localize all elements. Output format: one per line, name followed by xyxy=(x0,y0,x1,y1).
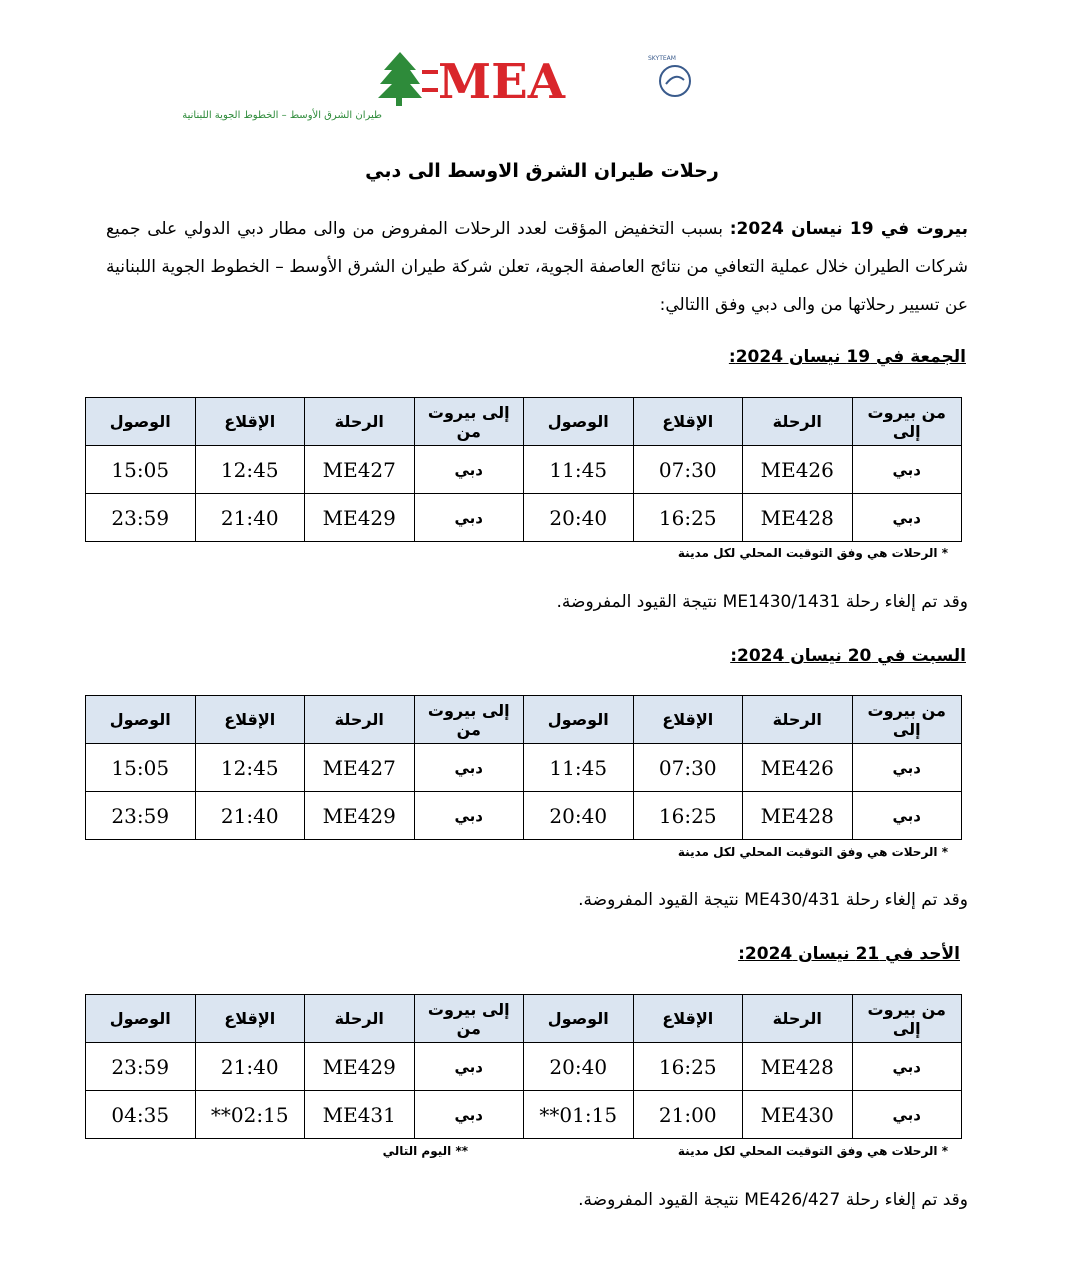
mea-logo xyxy=(182,48,698,123)
page-title: رحلات طيران الشرق الاوسط الى دبي xyxy=(365,160,719,182)
table-cell: ME426 xyxy=(743,446,853,494)
table-cell: ME429 xyxy=(305,1043,415,1091)
cancel-notice: وقد تم إلغاء رحلة ME430/431 نتيجة القيود المفروضة. xyxy=(578,890,968,910)
table-cell: 16:25 xyxy=(633,792,743,840)
table-row xyxy=(86,744,962,792)
table-cell: ME427 xyxy=(305,744,415,792)
logo-arabic-name: طيران الشرق الأوسط – الخطوط الجوية اللبنانية xyxy=(182,110,382,121)
table-cell: 21:40 xyxy=(195,494,305,542)
table-cell: ME428 xyxy=(743,494,853,542)
header-cell: إلى بيروت من xyxy=(414,696,524,744)
table-cell: 23:59 xyxy=(86,494,196,542)
table-cell: 07:30 xyxy=(633,446,743,494)
day-heading-saturday: السبت في 20 نيسان 2024: xyxy=(730,646,966,666)
header-cell: الإقلاع xyxy=(195,696,305,744)
table-cell: دبي xyxy=(414,494,524,542)
header-cell: الوصول xyxy=(524,398,634,446)
header-cell: الإقلاع xyxy=(633,398,743,446)
table-cell: 20:40 xyxy=(524,494,634,542)
table-cell: دبي xyxy=(414,744,524,792)
header-cell: الرحلة xyxy=(305,398,415,446)
header-cell: الإقلاع xyxy=(195,398,305,446)
table-cell: 02:15** xyxy=(195,1091,305,1139)
header-cell: الرحلة xyxy=(743,696,853,744)
table-cell: ME431 xyxy=(305,1091,415,1139)
table-cell: ME428 xyxy=(743,792,853,840)
table-cell: 23:59 xyxy=(86,792,196,840)
table-cell: 21:40 xyxy=(195,792,305,840)
table-cell: دبي xyxy=(852,1091,962,1139)
intro-lead: بيروت في 19 نيسان 2024: xyxy=(729,219,969,239)
day-heading-sunday: الأحد في 21 نيسان 2024: xyxy=(738,944,960,964)
table-cell: دبي xyxy=(414,446,524,494)
table-header-row xyxy=(86,995,962,1043)
time-note: * الرحلات هي وفق التوقيت المحلي لكل مدينة xyxy=(677,845,948,859)
table-cell: دبي xyxy=(852,446,962,494)
table-row xyxy=(86,1091,962,1139)
cedar-tree-icon xyxy=(378,52,422,106)
header-cell: من بيروت إلى xyxy=(852,398,962,446)
table-cell: ME428 xyxy=(743,1043,853,1091)
header-cell: الرحلة xyxy=(305,995,415,1043)
table-cell: 15:05 xyxy=(86,744,196,792)
table-cell: ME426 xyxy=(743,744,853,792)
table-cell: 12:45 xyxy=(195,744,305,792)
table-cell: دبي xyxy=(414,1043,524,1091)
table-cell: ME430 xyxy=(743,1091,853,1139)
table-cell: 20:40 xyxy=(524,1043,634,1091)
table-cell: 07:30 xyxy=(633,744,743,792)
skyteam-icon xyxy=(648,55,690,96)
header-cell: الوصول xyxy=(524,995,634,1043)
table-header-row xyxy=(86,398,962,446)
table-row xyxy=(86,494,962,542)
header-cell: من بيروت إلى xyxy=(852,696,962,744)
header-cell: إلى بيروت من xyxy=(414,995,524,1043)
schedule-table-sunday xyxy=(85,994,962,1139)
table-cell: 23:59 xyxy=(86,1043,196,1091)
table-cell: ME429 xyxy=(305,792,415,840)
svg-text:SKYTEAM: SKYTEAM xyxy=(648,55,676,62)
table-row xyxy=(86,792,962,840)
header-cell: الرحلة xyxy=(743,995,853,1043)
next-day-note: ** اليوم التالي xyxy=(382,1144,468,1158)
table-cell: 21:00 xyxy=(633,1091,743,1139)
table-cell: ME427 xyxy=(305,446,415,494)
table-cell: 11:45 xyxy=(524,744,634,792)
table-cell: ME429 xyxy=(305,494,415,542)
header-cell: إلى بيروت من xyxy=(414,398,524,446)
time-note: * الرحلات هي وفق التوقيت المحلي لكل مدينة xyxy=(677,1144,948,1158)
table-cell: دبي xyxy=(852,792,962,840)
table-cell: 21:40 xyxy=(195,1043,305,1091)
table-cell: دبي xyxy=(852,494,962,542)
intro-paragraph xyxy=(106,210,968,324)
table-row xyxy=(86,1043,962,1091)
schedule-table-friday xyxy=(85,397,962,542)
header-cell: الوصول xyxy=(86,398,196,446)
table-cell: دبي xyxy=(414,792,524,840)
table-cell: 16:25 xyxy=(633,494,743,542)
table-cell: 12:45 xyxy=(195,446,305,494)
table-cell: دبي xyxy=(852,744,962,792)
cancel-notice: وقد تم إلغاء رحلة ME1430/1431 نتيجة القيود المفروضة. xyxy=(556,592,968,612)
time-note: * الرحلات هي وفق التوقيت المحلي لكل مدينة xyxy=(677,546,948,560)
table-header-row xyxy=(86,696,962,744)
schedule-table-saturday xyxy=(85,695,962,840)
intro-body: بسبب التخفيض المؤقت لعدد الرحلات المفروض من والى مطار دبي الدولي على جميع شركات الطيران خلال عملية التعافي من نتائج العاصفة الجوية، تعلن شركة طيران الشرق الأوسط – الخطوط الجوية اللبنانية عن تسيير رحلاتها من والى دبي وفق االتالي: xyxy=(106,219,968,315)
header-cell: الإقلاع xyxy=(633,995,743,1043)
header-cell: الوصول xyxy=(86,696,196,744)
cancel-notice: وقد تم إلغاء رحلة ME426/427 نتيجة القيود المفروضة. xyxy=(578,1190,968,1210)
table-cell: 01:15** xyxy=(524,1091,634,1139)
header-cell: الإقلاع xyxy=(633,696,743,744)
header-cell: الوصول xyxy=(524,696,634,744)
header-cell: الوصول xyxy=(86,995,196,1043)
header-cell: الإقلاع xyxy=(195,995,305,1043)
table-cell: 04:35 xyxy=(86,1091,196,1139)
header-cell: الرحلة xyxy=(305,696,415,744)
table-cell: 11:45 xyxy=(524,446,634,494)
table-cell: دبي xyxy=(852,1043,962,1091)
table-cell: دبي xyxy=(414,1091,524,1139)
table-row xyxy=(86,446,962,494)
table-cell: 20:40 xyxy=(524,792,634,840)
header-cell: من بيروت إلى xyxy=(852,995,962,1043)
mea-wordmark: MEA xyxy=(438,54,565,110)
table-cell: 15:05 xyxy=(86,446,196,494)
red-stripes xyxy=(422,70,438,92)
header-cell: الرحلة xyxy=(743,398,853,446)
table-cell: 16:25 xyxy=(633,1043,743,1091)
day-heading-friday: الجمعة في 19 نيسان 2024: xyxy=(728,347,966,367)
